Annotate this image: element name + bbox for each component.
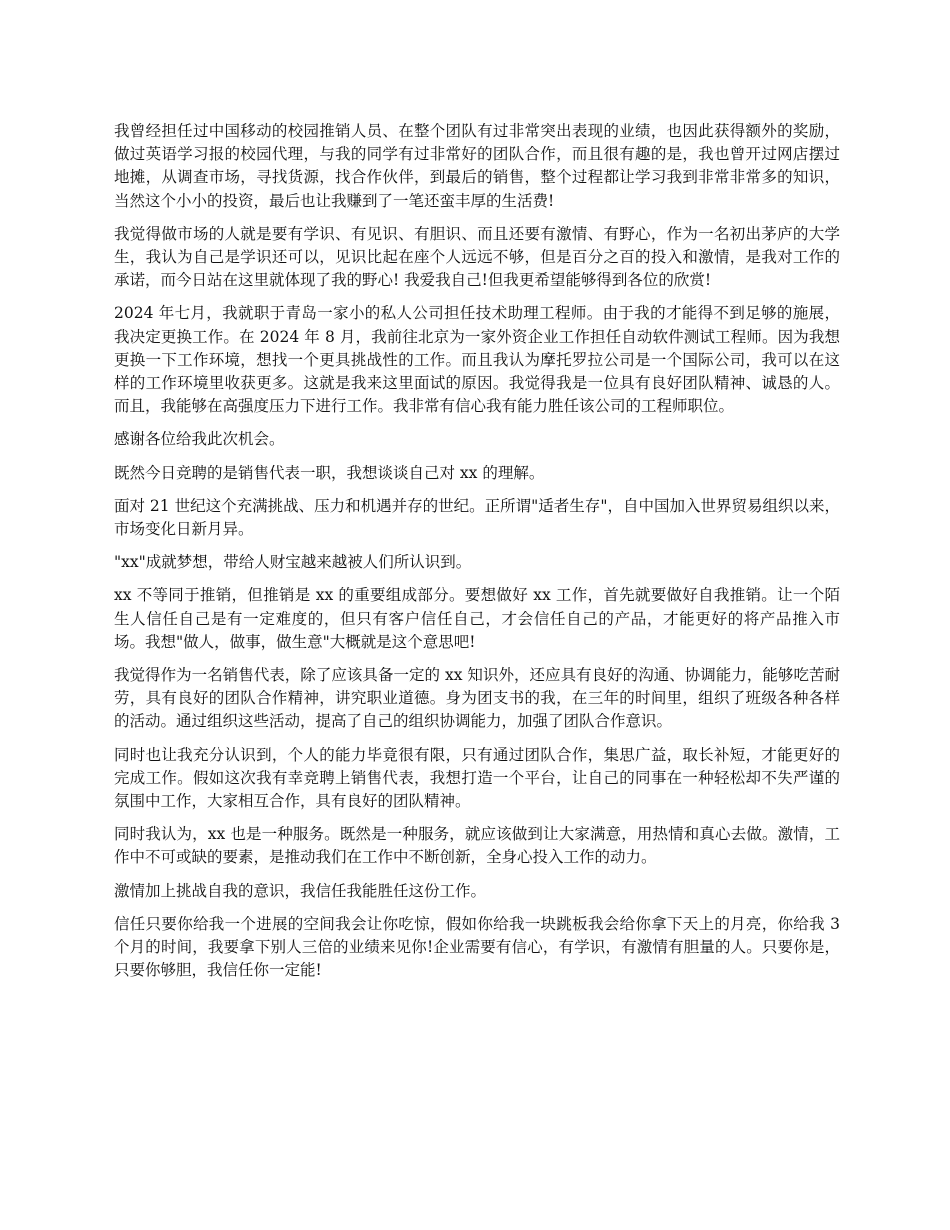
paragraph-service: 同时我认为，xx 也是一种服务。既然是一种服务，就应该做到让大家满意，用热情和真心去做。激情，工作中不可或缺的要素，是推动我们在工作中不断创新，全身心投入工作的动力。 — [114, 825, 840, 867]
paragraph-passion: 激情加上挑战自我的意识，我信任我能胜任这份工作。 — [114, 881, 487, 900]
paragraph-school-sales-experience: 我曾经担任过中国移动的校园推销人员、在整个团队有过非常突出表现的业绩，也因此获得额外的奖励，做过英语学习报的校园代理，与我的同学有过非常好的团队合作，而且很有趣的是，我也曾开过网店摆过地摊，从调查市场，寻找货源，找合作伙伴，到最后的销售，整个过程都让学习我到非常非常多的知识，当然这个小小的投资，最后也让我赚到了一笔还蛮丰厚的生活费! — [114, 122, 840, 210]
paragraph-closing: 信任只要你给我一个进展的空间我会让你吃惊，假如你给我一块跳板我会给你拿下天上的月亮，你给我 3 个月的时间，我要拿下别人三倍的业绩来见你!企业需要有信心，有学识，有激情有胆量的人。只要你是，只要你够胆，我信任你一定能! — [114, 914, 840, 980]
paragraph-sales-skills: 我觉得作为一名销售代表，除了应该具备一定的 xx 知识外，还应具有良好的沟通、协调能力，能够吃苦耐劳，具有良好的团队合作精神，讲究职业道德。身为团支书的我，在三年的时间里，组织了班级各种各样的活动。通过组织这些活动，提高了自己的组织协调能力，加强了团队合作意识。 — [114, 666, 840, 731]
paragraph-self-promotion: xx 不等同于推销，但推销是 xx 的重要组成部分。要想做好 xx 工作，首先就要做好自我推销。让一个陌生人信任自己是有一定难度的，但只有客户信任自己，才会信任自己的产品，才能更好的将产品推入市场。我想"做人，做事，做生意"大概就是这个意思吧! — [114, 586, 840, 651]
paragraph-teamwork: 同时也让我充分认识到，个人的能力毕竟很有限，只有通过团队合作，集思广益，取长补短，才能更好的完成工作。假如这次我有幸竞聘上销售代表，我想打造一个平台，让自己的同事在一种轻松却不失严谨的氛围中工作，大家相互合作，具有良好的团队精神。 — [114, 745, 840, 811]
paragraph-thanks: 感谢各位给我此次机会。 — [114, 430, 285, 449]
paragraph-market-ambition: 我觉得做市场的人就是要有学识、有见识、有胆识、而且还要有激情、有野心，作为一名初出茅庐的大学生，我认为自己是学识还可以，见识比起在座个人远远不够，但是百分之百的投入和激情，是我对工作的承诺，而今日站在这里就体现了我的野心! 我爱我自己!但我更希望能够得到各位的欣赏! — [114, 224, 840, 290]
document-body — [114, 120, 840, 993]
paragraph-21st-century: 面对 21 世纪这个充满挑战、压力和机遇并存的世纪。正所谓"适者生存"，自中国加入世界贸易组织以来，市场变化日新月异。 — [114, 496, 840, 539]
paragraph-work-history: 2024 年七月，我就职于青岛一家小的私人公司担任技术助理工程师。由于我的才能得不到足够的施展，我决定更换工作。在 2024 年 8 月，我前往北京为一家外资企业工作担任自动软件测试工程师。因为我想更换一下工作环境，想找一个更具挑战性的工作。而且我认为摩托罗拉公司是一个国际公司，我可以在这样的工作环境里收获更多。这就是我来这里面试的原因。我觉得我是一位具有良好团队精神、诚恳的人。而且，我能够在高强度压力下进行工作。我非常有信心我有能力胜任该公司的工程师职位。 — [114, 304, 840, 416]
paragraph-xx-dream: "xx"成就梦想，带给人财宝越来越被人们所认识到。 — [114, 553, 472, 572]
paragraph-position-intro: 既然今日竞聘的是销售代表一职，我想谈谈自己对 xx 的理解。 — [114, 463, 545, 482]
